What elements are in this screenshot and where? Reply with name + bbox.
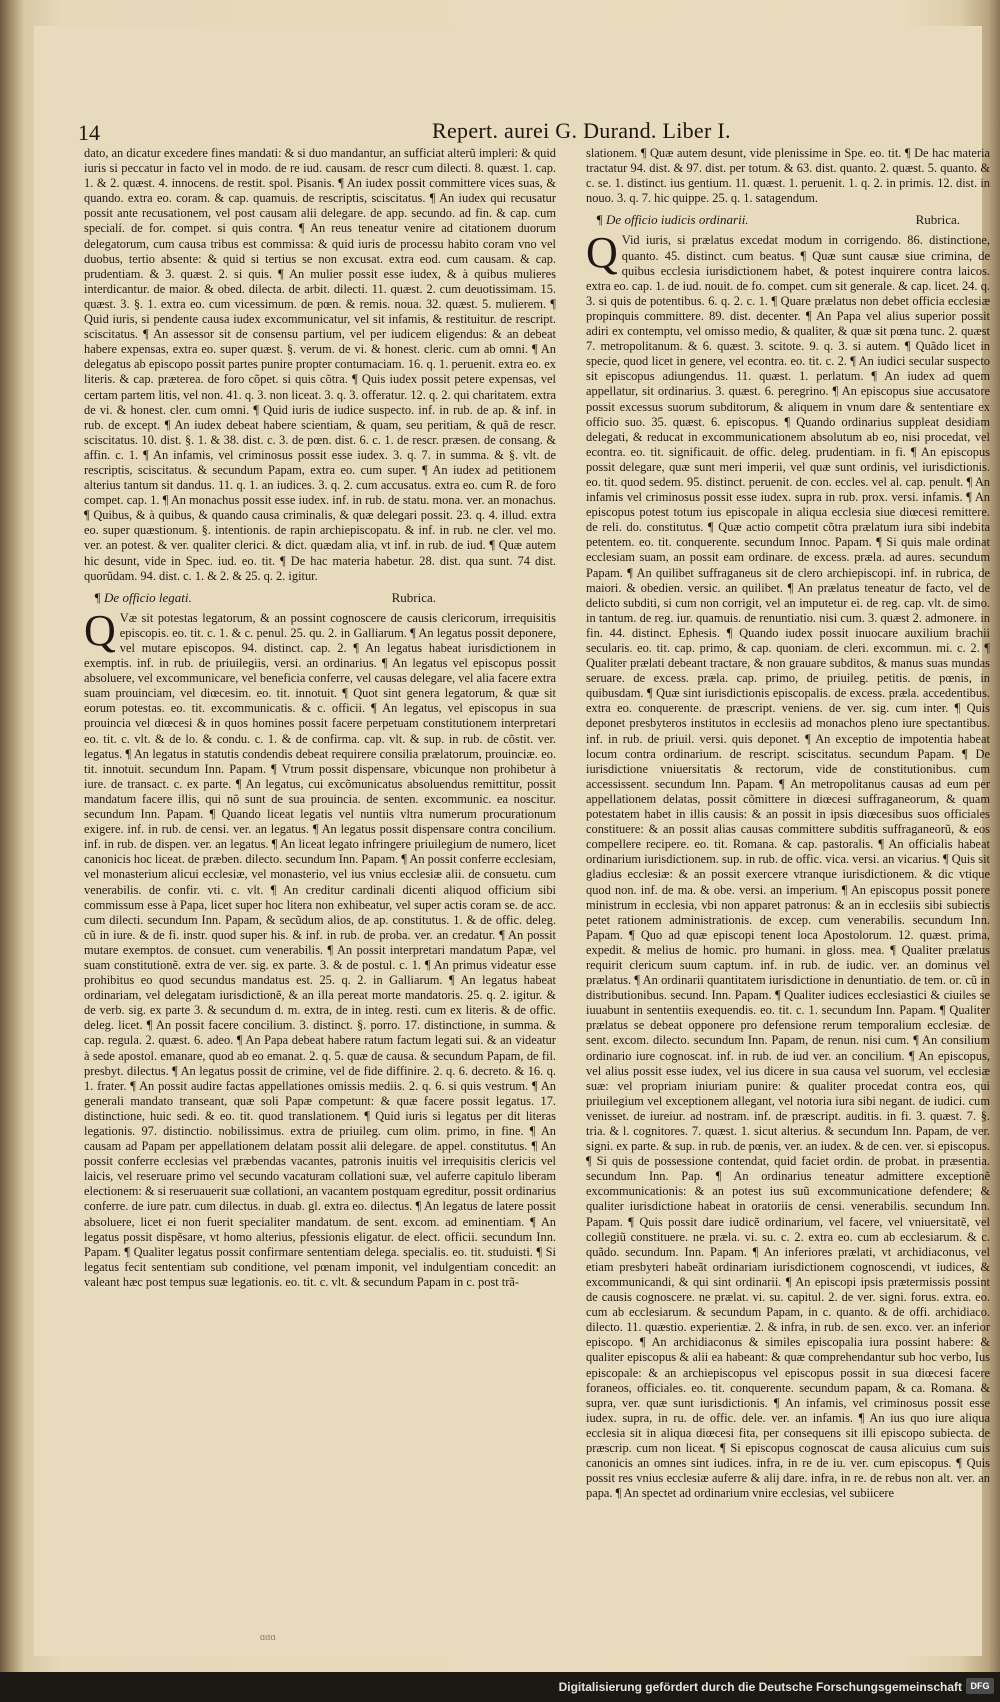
funding-notice: Digitalisierung gefördert durch die Deutsche Forschungsgemeinschaft <box>558 1680 962 1694</box>
right-rubric-label: Rubrica. <box>915 212 960 228</box>
page-header <box>78 118 758 146</box>
left-rubric-heading <box>94 590 556 605</box>
signature-mark: ɑɑɑ <box>260 1632 276 1643</box>
right-column <box>586 146 990 1501</box>
left-rubric-label: Rubrica. <box>391 589 436 605</box>
left-column-text-top: dato, an dicatur excedere fines mandati: & si duo mandantur, an sufficiat alterũ impleri: & quid iuris si peccatur in facto vel in modo. de re iud. causam. de rescr cum dilecti. 8. quæst. 1. cap. 1. & 2. quæst. 4. innocens. de restit. spol. Pisanis. ¶ An iudex possit committere vices suas, & quando. extra eo. coram. & cap. quamuis. de rescriptis, sciscitatus. ¶ An iudex qui recusatur possit ante recusationem, vel post causam alii delegare. de app. secundo. ad fin. & cap. cum specialí. de for. compet. si quis contra. ¶ An reus teneatur venire ad citationem duorum delegatorum, cum causa tribus est commissa: & quid iuris de processu habito coram vno vel duobus, tertio absente: & quid si tertius se non excusat. extra eod. cum causam. & cap. prudentiam. & 3. quæst. 2. si quis. ¶ An mulier possit esse iudex, & à quibus mulieres interdicantur. de maior. & obed. dilecta. de arbit. dilecti. 11. quæst. 2. cum deuotissimam. 15. quæst. 3. §. 1. extra eo. cum vicessimum. de pœn. & remis. noua. 32. quæst. 5. mulierem. ¶ Quid iuris, si pendente causa iudex excommunicatur, vel sit infamis, & restituitur. de rescript. sciscitatus. ¶ An assessor sit de consensu partium, vel per iudicem eligendus: & an debeat habere expensas, extra eo. super quæst. §. verum. de vi. & honest. cleric. cum ab omni. ¶ An delegatus ab episcopo possit partes punire propter contumaciam. 16. q. 1. peruenit. extra eo. ex literis. & cap. præterea. de foro cõpet. si quis cõtra. ¶ Quis iudex possit petere expensas, vel certam partem litis, vel non. 41. q. 3. non liceat. 3. q. 3. offeratur. 12. q. 2. qui charitatem. extra de vi. & honest. cler. cum omni. ¶ Quid iuris de iudice suspecto. inf. in rub. de ap. & inf. in rub. de except. ¶ An iudex debeat habere scientiam, & quam, seu peritiam, & quã de rescr. sciscitatus. 10. dist. §. 1. & 38. dist. c. 3. de pœn. dist. 6. c. 1. de rescr. præsen. de consang. & affin. c. 1. ¶ An infamis, vel criminosus possit esse iudex. 3. q. 7. in summa. & §. vlt. de rescriptis, sciscitatus. & secundum Papam, extra eo. cum super. ¶ An iudex ad petitionem alterius tantum sit dandus. 11. q. 1. an iudices. 3. q. 2. cum accusatus. extra eo. cum R. de foro compet. cap. 1. ¶ An monachus possit esse iudex. inf. in rub. de statu. mona. ver. an monachus. ¶ Quibus, & à quibus, & quando causa criminalis, & quæ delegari possit. 23. q. 4. illud. extra eo. super quæstionum. §. intentionis. de rapin archiepiscopatu. & inf. in rub. ne cler. vel mo. ver. an potest. & ver. qualiter clerici. & dict. quædam alia, vt inf. in rub. de iud. ¶ Quæ autem hic desunt, vide in Spec. iud. eo. tit. ¶ De hac materia habetur. 28. dist. qua sunt. 74 dist. quorũdam. 94. dist. c. 1. & 2. & 25. q. 2. igitur. <box>84 146 556 583</box>
right-column-body: Vid iuris, si prælatus excedat modum in corrigendo. 86. distinctione, quanto. 45. distinct. cum beatus. ¶ Quæ sunt causæ siue crimina, de quibus ecclesia iurisdictionem habet, & potest inquirere contra laicos. extra eo. cap. 1. de iud. nouit. de fo. compet. cum sit generale. & cap. licet. 24. q. 3. si quis de potentibus. 6. q. 2. c. 1. ¶ Quare prælatus non debet officia ecclesiæ propinquis committere. 89. dist. decenter. ¶ An Papa vel alius superior possit adiri ex contemptu, vel omisso medio, & qualiter, & quæ sit pœna tunc. 2. quæst 7. metropolitanum. & 6. quæst. 3. scitote. 9. q. 3. si autem. ¶ Quãdo licet in specie, quod licet in genere, vel econtra. eo. tit. c. 2. ¶ An iudici secular suspecto sit episcopus adiungendus. 11. quæst. 1. perlatum. ¶ An iudex ad quem appellatur, sit ordinarius. 3. quæst. 6. peregrino. ¶ An episcopus siue accusatore possit excessus suorum subditorum, & aliquem in vnum dare & sententiare ex officio suo. 35. quæst. 6. episcopus. ¶ Quando ordinarius suppleat desidiam delegati, & reducat in excommunicationem absolutum ab eo, nisi procedat, vel econtra. eo. tit. significauit. de offic. deleg. prudentiam. in fi. ¶ An episcopus possit delegare, quæ sunt meri imperii, vel quæ sunt ordinis, vel iurisdictionis. eo. tit. quod sedem. 95. distinct. peruenit. de con. eccles. vel al. cap. penult. ¶ An infamis vel criminosus possit esse iudex. supra in rub. prox. versi. infamis. ¶ An episcopus potest totum ius episcopale in aliqua ecclesia siue diœcesi remittere. de reli. do. constitutus. ¶ Quæ actio competit cõtra prælatum iura sibi indebita petentem. eo. tit. conquerente. secundum Innoc. Papam. ¶ Si quis male ordinat ecclesiam suam, an possit eam ordinare. de excess. præla. ad aures. secundum Papam. ¶ An quilibet suffraganeus sit de clero archiepiscopi. inf. in rubrica, de maiori. & obedien. versic. an quilibet. ¶ An prælatus teneatur de facto, vel de delicto subditi, si cum non corrigit, vel an imputetur ei. de reg. cap. vlt. de simo. in tantum. de reg. iur. quamuis. de renuntiatio. nisi cum. 3. quæst 2. admonere. in fin. 44. distinct. Ephesis. ¶ Quando iudex possit inuocare auxilium brachii secularis. eo. tit. cap. primo, & cap. quoniam. de cleri. excommun. mi. c. 2. ¶ Qualiter prælati debeant tractare, & non grauare subditos, & manus suas mundas seruare. de excess. præla. cap. primo, de priuileg. petitis. de pœnis, in quibusdam. ¶ Quæ sint iurisdictionis episcopalis. de excess. præla. accedentibus. extra eo. conquerente. de præscript. veniens. de ver. sig. cum inter. ¶ Quis deponet presbyteros institutos in ecclesiis ad monachos pleno iure spectantibus. inf. in rub. de priuil. versi. quis deponet. ¶ An exceptio de impotentia habeat locum contra ordinarium. de rescript. sciscitatus. secundum Papam. ¶ De iurisdictione vniuersitatis & rectorum, vide de constitutionibus. cum accessissent. secundum Inn. Papam. ¶ An metropolitanus causas ad eum per appellationem delatas, possit cõmittere in diœcesi suffraganeorum, & quam potestatem habet in illis causis: & an possit in ipsis diœcesibus suos officiales constituere: & an possit alias causas committere subditis suffraganeorũ, & eos compellere recipere. eo. tit. Romana. & cap. pastoralis. ¶ An officialis habeat ordinarium iurisdictionem. sup. in rub. de offic. vica. versi. an vicarius. ¶ Quis sit gladius ecclesiæ: & an possit exercere vtranque iurisdictionem. & dic vtique quod non. inf. de ma. & obe. versi. an imperium. ¶ An episcopus possit ponere ministrum in ecclesia, vbi non apparet patronus: & an in ecclesiis sibi subiectis petet rationem administrationis. de excep. cum venerabilis. secundum Inn. Papam. ¶ Quo ad quæ episcopi tenent loca Apostolorum. 12. quæst. prima, expedit. & melius de homic. pro humani. in gloss. mea. ¶ Qualiter prælatus requirit clericum suum captum. inf. in rub. de iudic. ver. an dominus vel prælatus. ¶ An ordinarii quantitatem iurisdictione in denuntiatio. de tem. or. cũ in distributionibus. secund. Inn. Papam. ¶ Qualiter iudices ecclesiastici & ciuiles se iuuabunt in sententiis exequendis. eo. tit. c. 1. secundum Inn. Papam. ¶ Qualiter prælatus se debeat opponere pro defensione rerum temporalium ecclesiæ. de sent. excom. dilecto. secundum Inn. Papam, de renun. nisi cum. ¶ An consilium ordinario iure cognoscat. inf. in rub. de iud ver. an concilium. ¶ An episcopus, vel alius possit esse iudex, vel ius dicere in sua causa vel suorum, vel ecclesiæ suæ: vel propriam iniuriam punire: & qualiter procedat contra eos, qui priuilegium vel exceptionem allegant, vel notoria iura sibi negant. de iudici. cum venisset. de iureiur. ad nostram. inf. de præscript. auditis. in fi. 3. quæst. 7. §. tria. & l. cognitores. 7. quæst. 1. sicut alterius. & secundum Inn. Papam, de ver. signi. ex parte. & sup. in rub. de pœnis, ver. an iudex. & de cen. ver. si episcopus. ¶ Si quis de possessione contendat, quid faciet ordin. de probat. in præsentia. secundum Inn. Pap. ¶ An ordinarius teneatur admittere exceptionẽ excommunicationis: & an potest ius suũ excommunicatione defendere; & qualiter iurisdictione habeat in oratoriis de censi. venerabilis. secundum Inn. Papam. ¶ Quis possit dare iudicẽ ordinarium, vel facere, vel vniuersitatẽ, vel collegiũ constituere. ne præla. vi. su. c. 2. extra eo. cum ab ecclesiarum. & c. quãdo. secundum. Inn. Papam. ¶ An inferiores prælati, vt archidiaconus, vel etiam presbyteri habeãt ordinariam iurisdictionem cognoscendi, vt iudices, & excommunicandi, & qui sint ordinarii. ¶ An episcopi ipsis prætermissis possint de causis cognoscere. ne prælat. vi. su. capitul. 2. de ver. signi. forus. extra. eo. cum ab ecclesiarum. & secundum Papam, in c. quanto. & de offi. archidiaco. dilecto. 11. quæstio. experientiæ. 2. & infra, in rub. de sen. exco. ver. an inferior episcopo. ¶ An archidiaconus & similes episcopalia iura possint habere: & qualiter episcopus & alii ea habeant: & quæ comprehendantur sub hoc verbo, Ius episcopale: & an archiepiscopus vel episcopus possit in sua diœcesi facere foraneos, officiales. eo. tit. conquerente. secundum papam, & ca. Romana. & supra, ver. quæ sunt iurisdictionis. ¶ An infamis, vel criminosus possit esse iudex. supra, in ru. de offic. dele. ver. an infamis. ¶ An ius quo iure aliqua ecclesia sit in aliqua diœcesi fita, per consequens sit illi episcopo subiecta. de præscrip. cum non liceat. ¶ Si episcopus cognoscat de causa alicuius cum suis canonicis an omnes sint iudices. infra, in re de iu. ver. cum episcopus. ¶ Quis possit res vnius ecclesiæ auferre & alij dare. infra, in re. de rebus non alt. ver. an papa. ¶ An spectet ad ordinarium vnire ecclesias, vel subiicere <box>586 233 990 1501</box>
left-rubric-title: ¶ De officio legati. <box>94 589 192 605</box>
right-drop-cap: Q <box>586 228 618 278</box>
left-column-text-bottom <box>84 605 556 1290</box>
left-column <box>84 146 556 1290</box>
left-column-body: Væ sit potestas legatorum, & an possint cognoscere de causis clericorum, irrequisitis episcopis. eo. tit. c. 1. & c. penul. 25. qu. 2. in Galliarum. ¶ An legatus possit deponere, vel mutare episcopos. 94. distinct. cap. 2. ¶ An legatus habeat iurisdictionem in exemptis. inf. in rub. de priuilegiis, versi. an ordinarius. ¶ An legatus vel episcopus possit absoluere, vel excommunicare, vel beneficia conferre, vel causas delegare, vel alia facere extra suam prouinciam, vel diœcesim. eo. tit. innotuit. ¶ Quot sint genera legatorum, & quæ sit eorum potestas. eo. tit. excommunicatis. & c. officii. ¶ An legatus, vel episcopus in sua prouincia vel diœcesi & in quos homines possit facere perpetuam constitutionem interpretari eo. tit. c. vlt. & de lo. & condu. c. 1. & de confirma. cap. vlt. & sup. in rub. de cõstit. ver. legatus. ¶ An legatus in statutis condendis debeat requirere consilia prælatorum, prouinciæ. eo. tit. innotuit. secundum Inn. Papam. ¶ Vtrum possit dispensare, vbicunque non prohibetur à iure. de transact. c. ex parte. ¶ An legatus, cui excõmunicatus absoluendus remittitur, possit mandatum facere illis, qui nõ sunt de sua prouincia. de senten. excommunic. ea noscitur. secundum Inn. Papam. ¶ Quando liceat legatis vel nuntiis vltra numerum procurationum exigere. inf. in rub. de censi. ver. an legatus. ¶ An legatus possit dispensare contra concilium. inf. in rub. de dispen. ver. an legatus. ¶ An liceat legato infringere priuilegium de numero, licet canonicis hoc liceat. de præben. dilecto. secundum Inn. Papam. ¶ An possit conferre ecclesiam, vel monasterium alicui ecclesiæ, vel monasterio, vel ius vnius ecclesiæ alii. de consuetu. cum venerabilis. de confir. vti. c. vlt. ¶ An creditur cardinali dicenti aliquod officium sibi commissum esse à Papa, licet super hoc litera non exhibeatur, vel super actis coram se. de acc. cum dilecti. secundum Inn. Papam, & secũdum alios, de ap. constitutus. 1. & de offic. deleg. cũ in iure. & de fi. instr. quod super his. & inf. in rub. de proba. ver. an credatur. ¶ An possit mutare exemptos. de consuet. cum venerabilis. ¶ An possit interpretari mandatum Papæ, vel suam constitutionẽ. extra de ver. sig. ex parte. 3. & de postul. c. 1. ¶ An primus videatur esse prohibitus eo quod secundus mandatus est. 25. q. 2. in Galliarum. ¶ An legatus habeat ordinariam, vel delegatam iurisdictionẽ, & an illa pereat morte mandatoris. 25. q. 2. igitur. & de verb. sig. ex parte 3. & secundum d. m. extra, de in integ. resti. cum ex literis. & de offic. deleg. licet. ¶ An possit facere concilium. 3. distinct. §. porro. 17. distinctione, in summa. & cap. regula. 2. quæst. 6. adeo. ¶ An Papa debeat habere ratum factum legati sui. & an videatur à sede apostol. emanare, quod ab eo emanat. 2. q. 5. quæ de causa. & secundum Papam, de fil. presbyt. dilectus. ¶ An legatus possit de crimine, vel de fide diffinire. 2. q. 6. decreto. & 16. q. 1. frater. ¶ An possit audire factas appellationes omissis mediis. 2. q. 6. si quis vestrum. ¶ An generali mandato transeant, quæ soli Papæ competunt: & quæ facere possit legatus. 17. distinctione, huic sedi. & eo. tit. quod translationem. ¶ Quid iuris si legatus per dit literas legationis. 97. distinctio. nobilissimus. extra de priuileg. cum olim. primo, in fine. ¶ An causam ad Papam per appellationem delatam possit alii delegare. de appel. constitutus. ¶ An possit conferre ecclesias vel præbendas vacantes, patronis inuitis vel irrequisitis clericis vel laicis, vel reseruare primo vel secundo vacaturam collationi suæ, vel auferre capitulo liberam electionem: & si reseruauerit suæ collationi, an vacantem postquam egreditur, possit ordinarius conferre. de iure patr. cum dilectus. in duab. gl. extra eo. dilectus. ¶ An legatus de latere possit absoluere, licet ei non fuerit specialiter mandatum. de sent. excom. ad eminentiam. ¶ An legatus possit dispẽsare, vt homo alterius, pfessionis eligatur. de elect. officii. secundum Inn. Papam. ¶ Qualiter legatus possit confirmare sententiam delega. specialis. eo. tit. studuisti. ¶ Si legatus fecit sententiam sub conditione, vel pœnam imponit, vel indulgentiam concedit: an valeant hæc post tempus suæ legationis. eo. tit. c. vlt. & secundum Papam in c. post trã- <box>84 610 556 1289</box>
right-column-text-top: slationem. ¶ Quæ autem desunt, vide plenissime in Spe. eo. tit. ¶ De hac materia tractatur 94. dist. & 97. dist. per totum. & 63. dist. quanto. 2. quæst. 5. quanto. & c. se. 1. distinct. ius gentium. 11. quæst. 1. peruenit. 1. q. 2. in primis. 12. dist. in nouo. 3. q. 7. hic quippe. 25. q. 1. satagendum. <box>586 146 990 206</box>
running-title: Repert. aurei G. Durand. Liber I. <box>432 118 731 143</box>
right-column-text-bottom <box>586 228 990 1501</box>
right-rubric-title: ¶ De officio iudicis ordinarii. <box>596 212 749 228</box>
footer-bar <box>0 1672 1000 1702</box>
right-rubric-heading <box>596 212 990 227</box>
dfg-logo-icon: DFG <box>966 1678 994 1694</box>
left-drop-cap: Q <box>84 605 116 655</box>
folio-number: 14 <box>78 120 100 145</box>
